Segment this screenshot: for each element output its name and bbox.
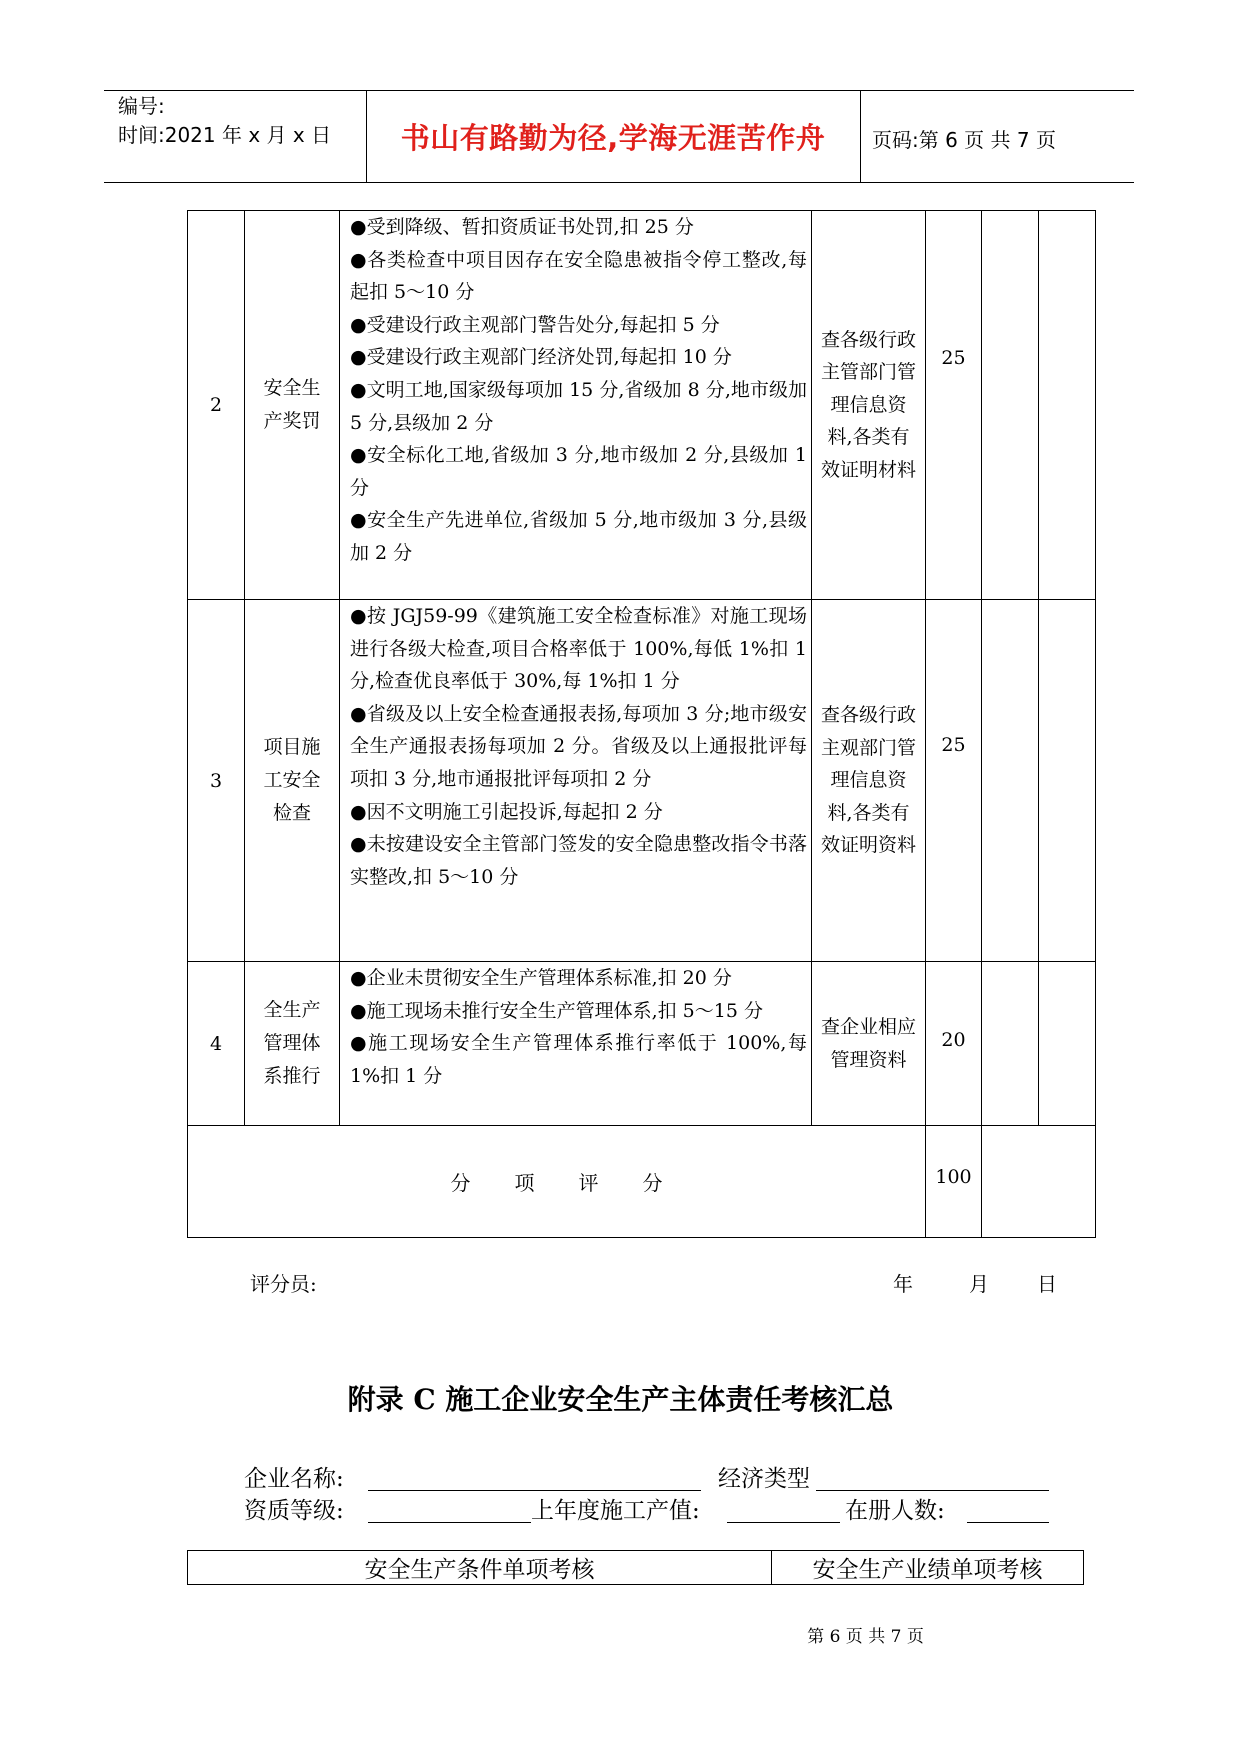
empty-cell [982, 211, 1039, 600]
item-text: ●受到降级、暂扣资质证书处罚,扣 25 分 [350, 216, 694, 238]
header-meta [118, 92, 331, 150]
row-score: 25 [926, 211, 982, 600]
qualification-label: 资质等级: [244, 1498, 344, 1524]
item-text: ●受建设行政主观部门警告处分,每起扣 5 分 [350, 313, 720, 336]
item-text: ●安全生产先进单位,省级加 5 分,地市级加 3 分,县级加 2 分 [350, 509, 807, 564]
qualification-field [368, 1522, 531, 1523]
row-number: 3 [188, 600, 245, 962]
conditions-header: 安全生产条件单项考核 [188, 1551, 772, 1585]
time-label: 时间:2021 年 x 月 x 日 [118, 123, 332, 147]
date-day: 日 [1037, 1272, 1057, 1296]
row-items [340, 962, 812, 1126]
empty-cell [982, 962, 1039, 1126]
company-name-field [368, 1490, 701, 1491]
date-month: 月 [969, 1272, 989, 1296]
row-category: 全生产管理体系推行 [245, 962, 340, 1126]
header-divider-right [860, 90, 861, 182]
date-year: 年 [893, 1272, 913, 1296]
row-category: 项目施工安全检查 [245, 600, 340, 962]
item-text: ●企业未贯彻安全生产管理体系标准,扣 20 分 [350, 967, 732, 989]
header-top-rule [104, 90, 1134, 91]
item-text: ●按 JGJ59-99《建筑施工安全检查标准》对施工现场进行各级大检查,项目合格率低于 100%,每低 1%扣 1 分,检查优良率低于 30%,每 1%扣 1 分 [350, 605, 807, 693]
economic-type-field [816, 1490, 1049, 1491]
item-text: ●施工现场未推行安全生产管理体系,扣 5～15 分 [350, 999, 763, 1022]
item-text: ●施工现场安全生产管理体系推行率低于 100%,每 1%扣 1 分 [350, 1032, 807, 1087]
summary-label: 分 项 评 分 [188, 1126, 926, 1238]
economic-type-label: 经济类型 [718, 1466, 810, 1492]
assessment-table [187, 210, 1096, 1238]
row-number: 2 [188, 211, 245, 600]
row-method: 查各级行政主观部门管理信息资料,各类有效证明资料 [812, 600, 926, 962]
empty-cell [1039, 962, 1096, 1126]
item-text: ●文明工地,国家级每项加 15 分,省级加 8 分,地市级加 5 分,县级加 2 分 [350, 378, 807, 434]
item-text: ●省级及以上安全检查通报表扬,每项加 3 分;地市级安全生产通报表扬每项加 2 分。省级及以上通报批评每项扣 3 分,地市通报批评每项扣 2 分 [350, 702, 807, 790]
item-text: ●受建设行政主观部门经济处罚,每起扣 10 分 [350, 346, 732, 369]
row-number: 4 [188, 962, 245, 1126]
table-row [188, 211, 1096, 600]
performance-header: 安全生产业绩单项考核 [772, 1551, 1084, 1585]
table-row [188, 600, 1096, 962]
empty-cell [982, 600, 1039, 962]
summary-score: 100 [926, 1126, 982, 1238]
row-items [340, 600, 812, 962]
staff-label: 在册人数: [845, 1498, 945, 1524]
empty-cell [1039, 600, 1096, 962]
row-method: 查各级行政主管部门管理信息资料,各类有效证明材料 [812, 211, 926, 600]
table-row [188, 962, 1096, 1126]
rater-label: 评分员: [250, 1272, 317, 1296]
page-footer: 第 6 页 共 7 页 [807, 1627, 924, 1647]
appendix-title: 附录 C 施工企业安全生产主体责任考核汇总 [347, 1383, 894, 1416]
staff-field [967, 1522, 1049, 1523]
header-bottom-rule [104, 182, 1134, 183]
serial-label: 编号: [118, 94, 165, 118]
row-score: 20 [926, 962, 982, 1126]
row-method: 查企业相应管理资料 [812, 962, 926, 1126]
item-text: ●因不文明施工引起投诉,每起扣 2 分 [350, 800, 663, 823]
output-label: 上年度施工产值: [531, 1498, 700, 1524]
item-text: ●未按建设安全主管部门签发的安全隐患整改指令书落实整改,扣 5～10 分 [350, 833, 807, 888]
company-name-label: 企业名称: [244, 1466, 344, 1492]
empty-cell [982, 1126, 1096, 1238]
header-page-label: 页码:第 6 页 共 7 页 [872, 128, 1056, 152]
row-category: 安全生产奖罚 [245, 211, 340, 600]
row-score: 25 [926, 600, 982, 962]
summary-header-table [187, 1550, 1084, 1585]
item-text: ●安全标化工地,省级加 3 分,地市级加 2 分,县级加 1 分 [350, 444, 807, 499]
row-items [340, 211, 812, 600]
output-field [727, 1522, 840, 1523]
empty-cell [1039, 211, 1096, 600]
summary-row [188, 1126, 1096, 1238]
item-text: ●各类检查中项目因存在安全隐患被指令停工整改,每起扣 5～10 分 [350, 248, 807, 304]
header-motto: 书山有路勤为径,学海无涯苦作舟 [400, 121, 826, 155]
